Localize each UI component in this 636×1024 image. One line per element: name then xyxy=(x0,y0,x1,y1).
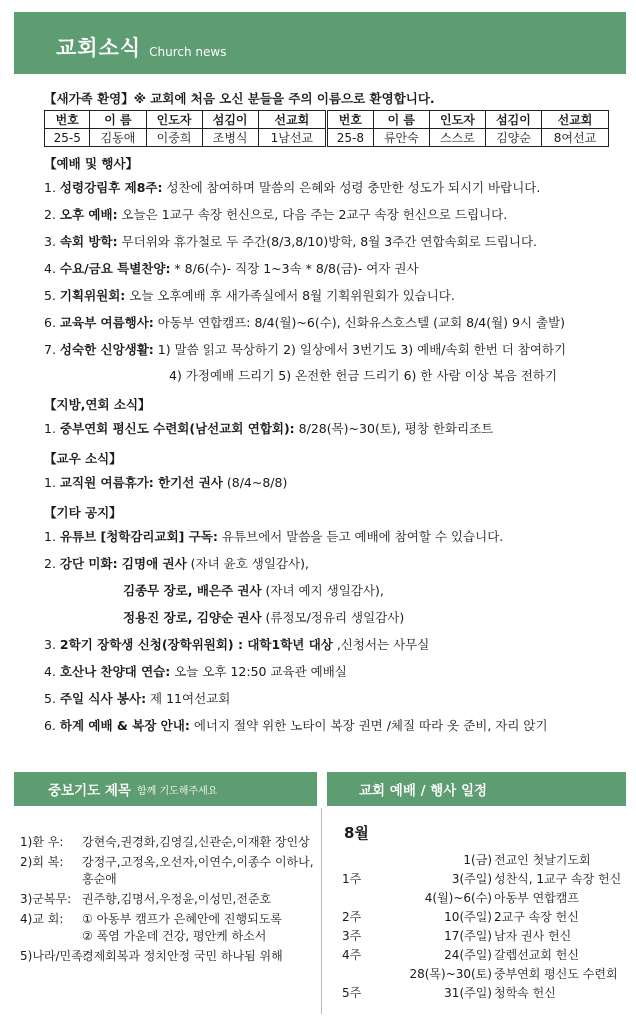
etc-item: 2. 강단 미화: 김명애 권사 (자녀 윤호 생일감사), xyxy=(44,556,309,571)
visitor-cell: 조병식 xyxy=(202,129,258,147)
etc-item: 4. 호산나 찬양대 연습: 오늘 오후 12:50 교육관 예배실 xyxy=(44,664,347,679)
col-mission: 선교회 xyxy=(542,111,609,129)
visitor-cell: 8여선교 xyxy=(542,129,609,147)
schedule-row: 4(월)~6(수) 아동부 연합캠프 xyxy=(424,891,579,905)
schedule-header xyxy=(327,772,626,806)
schedule-row: 1주 3(주일) 성찬식, 1교구 속장 헌신 xyxy=(342,872,622,886)
col-name: 이 름 xyxy=(373,111,429,129)
schedule-row: 5주 31(주일) 청학속 헌신 xyxy=(342,986,556,1000)
etc-item: 6. 하계 예배 & 복장 안내: 에너지 절약 위한 노타이 복장 권면 /체질 따라 옷 준비, 자리 앉기 xyxy=(44,718,548,733)
prayer-row: 2)회 복: 강정구,고정옥,오선자,이연수,이종수 이하나,홍순애 xyxy=(20,855,314,886)
col-guide: 인도자 xyxy=(146,111,202,129)
district-heading: 【지방,연회 소식】 xyxy=(44,397,151,412)
prayer-row: 4)교 회: ① 아동부 캠프가 은혜안에 진행되도록 xyxy=(20,912,282,926)
worship-heading: 【예배 및 행사】 xyxy=(44,156,139,171)
col-number: 번호 xyxy=(45,111,90,129)
col-number: 번호 xyxy=(326,111,373,129)
col-name: 이 름 xyxy=(90,111,146,129)
etc-item: 5. 주일 식사 봉사: 제 11여선교회 xyxy=(44,691,231,706)
staff-heading: 【교우 소식】 xyxy=(44,451,122,466)
schedule-row: 1(금) 전교인 첫날기도회 xyxy=(463,853,591,867)
prayer-row: 1)환 우: 강현숙,권경화,김영길,신관순,이재환 장인상 xyxy=(20,835,310,849)
prayer-row: ② 폭염 가운데 건강, 평안케 하소서 xyxy=(82,929,267,943)
column-divider xyxy=(321,808,322,1014)
welcome-heading: 【새가족 환영】※ 교회에 처음 오신 분들을 주의 이름으로 환영합니다. xyxy=(44,91,435,106)
prayer-row: 3)군복무: 권주향,김명서,우정윤,이성민,전준호 xyxy=(20,892,272,906)
staff-item: 1. 교직원 여름휴가: 한기선 권사 (8/4~8/8) xyxy=(44,475,288,490)
schedule-list xyxy=(336,822,626,1003)
visitor-cell: 이중희 xyxy=(146,129,202,147)
prayer-title: 중보기도 제목 xyxy=(48,783,131,799)
news-content xyxy=(44,90,619,739)
schedule-title: 교회 예배 / 행사 일정 xyxy=(359,783,488,799)
worship-item: 1. 성령강림후 제8주: 성찬에 참여하며 말씀의 은혜와 성령 충만한 성도가 되시기 바랍니다. xyxy=(44,180,541,195)
worship-item: 5. 기획위원회: 오늘 오후예배 후 새가족실에서 8월 기획위원회가 있습니다. xyxy=(44,288,455,303)
worship-item: 4. 수요/금요 특별찬양: * 8/6(수)- 직장 1~3속 * 8/8(금)- 여자 권사 xyxy=(44,261,419,276)
col-server: 섬김이 xyxy=(485,111,541,129)
worship-item: 2. 오후 예배: 오늘은 1교구 속장 헌신으로, 다음 주는 2교구 속장 헌신으로 드립니다. xyxy=(44,207,508,222)
visitor-cell: 류안숙 xyxy=(373,129,429,147)
worship-item-continued: 4) 가정예배 드리기 5) 온전한 헌금 드리기 6) 한 사람 이상 복음 전하기 xyxy=(169,368,558,383)
news-title: 교회소식 xyxy=(56,36,142,60)
visitor-table-header xyxy=(45,111,609,129)
col-mission: 선교회 xyxy=(258,111,326,129)
visitor-cell: 25-5 xyxy=(45,129,90,147)
schedule-row: 4주 24(주일) 갈렙선교회 헌신 xyxy=(342,948,579,962)
prayer-header xyxy=(14,772,317,806)
schedule-row: 28(목)~30(토) 중부연회 평신도 수련회 xyxy=(409,967,618,981)
prayer-list xyxy=(20,834,320,968)
news-subtitle: Church news xyxy=(149,45,227,59)
worship-item: 3. 속회 방학: 무더위와 휴가철로 두 주간(8/3,8/10)방학, 8월 3주간 연합속회로 드립니다. xyxy=(44,234,538,249)
col-server: 섬김이 xyxy=(202,111,258,129)
visitor-cell: 25-8 xyxy=(326,129,373,147)
prayer-subtitle: 함께 기도해주세요 xyxy=(136,785,218,797)
district-item: 1. 중부연회 평신도 수련회(남선교회 연합회): 8/28(목)~30(토), 평창 한화리조트 xyxy=(44,421,494,436)
etc-item-continued: 김종무 장로, 배은주 권사 (자녀 예지 생일감사), xyxy=(123,583,384,598)
visitor-cell: 1남선교 xyxy=(258,129,326,147)
visitor-row xyxy=(45,129,609,147)
schedule-row: 3주 17(주일) 남자 권사 헌신 xyxy=(342,929,572,943)
etc-item-continued: 정용진 장로, 김양순 권사 (류정모/정유리 생일감사) xyxy=(123,610,405,625)
worship-item: 6. 교육부 여름행사: 아동부 연합캠프: 8/4(월)~6(수), 신화유스호스텔 (교회 8/4(월) 9시 출발) xyxy=(44,315,566,330)
visitor-cell: 김동애 xyxy=(90,129,146,147)
visitor-cell: 김양순 xyxy=(485,129,541,147)
col-guide: 인도자 xyxy=(429,111,485,129)
etc-item: 3. 2학기 장학생 신청(장학위원회) : 대학1학년 대상 ,신청서는 사무실 xyxy=(44,637,430,652)
etc-heading: 【기타 공지】 xyxy=(44,505,122,520)
worship-item: 7. 성숙한 신앙생활: 1) 말씀 읽고 묵상하기 2) 일상에서 3번기도 3) 예배/속회 한번 더 참여하기 xyxy=(44,342,567,357)
schedule-row: 2주 10(주일) 2교구 속장 헌신 xyxy=(342,910,579,924)
etc-item: 1. 유튜브 [청학감리교회] 구독: 유튜브에서 말씀을 듣고 예배에 참여할 수 있습니다. xyxy=(44,529,504,544)
schedule-month: 8월 xyxy=(344,824,369,842)
visitor-cell: 스스로 xyxy=(429,129,485,147)
visitor-table xyxy=(44,110,609,147)
prayer-row: 5)나라/민족: 경제회복과 정치안정 국민 하나됨 위해 xyxy=(20,949,283,963)
news-header xyxy=(14,12,626,74)
